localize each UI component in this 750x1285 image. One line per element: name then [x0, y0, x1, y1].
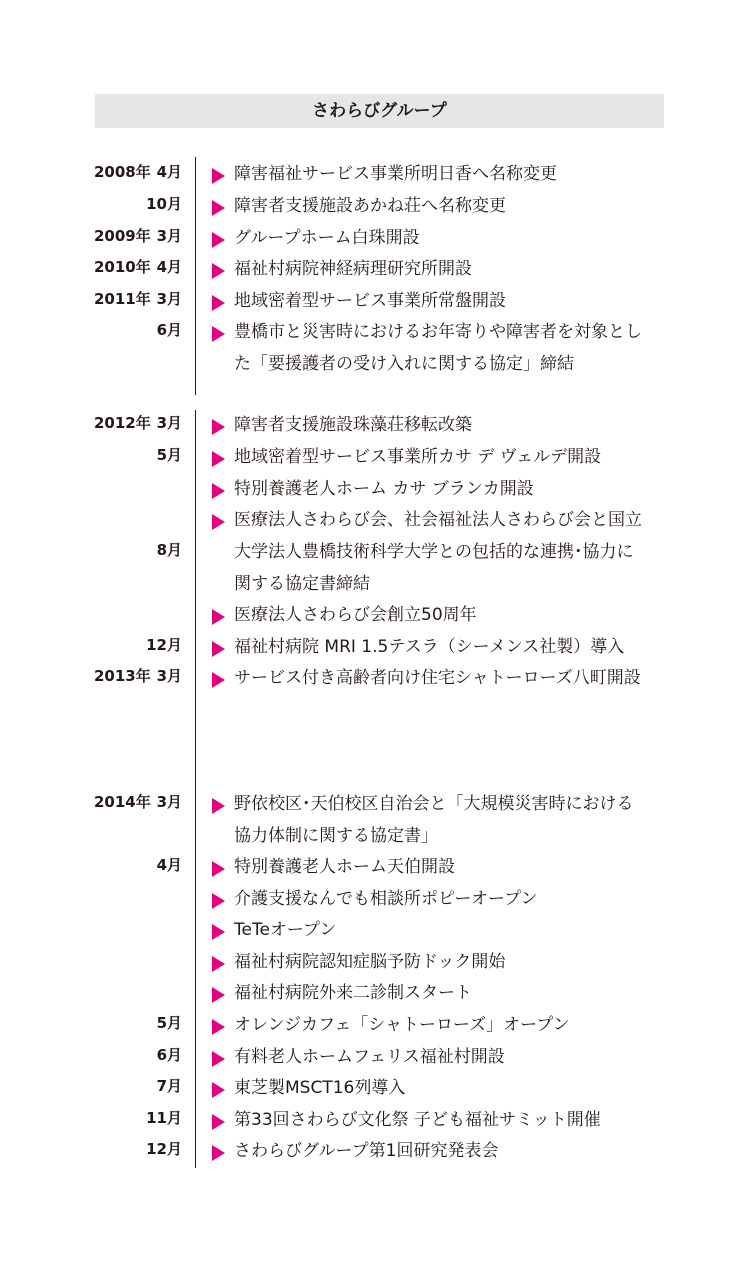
entry-text — [234, 285, 682, 317]
year-label: 2012年 — [94, 414, 151, 432]
month-label: 11月 — [146, 1109, 182, 1127]
entry-line: 医療法人さわらび会、社会福祉法人さわらび会と国立 — [234, 510, 642, 530]
entry-line: 福祉村病院神経病理研究所開設 — [234, 259, 472, 279]
play-triangle-icon — [212, 295, 225, 311]
play-triangle-icon — [212, 798, 225, 814]
play-triangle-icon — [212, 1019, 225, 1035]
month-label: 3月 — [156, 793, 182, 811]
play-triangle-icon — [212, 514, 225, 530]
month-label: 3月 — [156, 414, 182, 432]
entry-text — [234, 1072, 682, 1104]
entry-line: 協力体制に関する協定書」 — [234, 826, 438, 846]
play-triangle-icon — [212, 1082, 225, 1098]
entry-text — [234, 1135, 682, 1167]
play-triangle-icon — [212, 1051, 225, 1067]
entry-text — [234, 158, 682, 190]
entry-text — [234, 504, 682, 600]
play-triangle-icon — [212, 1114, 225, 1130]
year-label: 2009年 — [94, 227, 151, 245]
month-label: 4月 — [156, 258, 182, 276]
entry-line: 有料老人ホームフェリス福祉村開設 — [234, 1047, 505, 1067]
play-triangle-icon — [212, 451, 225, 467]
month-label: 5月 — [156, 446, 182, 464]
year-label: 2011年 — [94, 290, 151, 308]
entry-line: 大学法人豊橋技術科学大学との包括的な連携･協力に — [234, 542, 634, 562]
month-label: 4月 — [156, 856, 182, 874]
group-header — [95, 94, 664, 128]
month-label: 3月 — [156, 667, 182, 685]
entry-text — [234, 662, 682, 694]
entry-text — [234, 1104, 682, 1136]
entry-text — [234, 441, 682, 473]
month-label: 6月 — [156, 321, 182, 339]
entry-line: オレンジカフェ「シャトーローズ」オープン — [234, 1015, 570, 1035]
entry-text — [234, 977, 682, 1009]
entry-text — [234, 851, 682, 883]
entry-line: 福祉村病院認知症脳予防ドック開始 — [234, 952, 506, 972]
play-triangle-icon — [212, 1145, 225, 1161]
entry-line: 第33回さわらび文化祭 子ども福祉サミット開催 — [234, 1110, 601, 1130]
month-label: 6月 — [156, 1046, 182, 1064]
month-label: 3月 — [156, 227, 182, 245]
entry-line: 豊橋市と災害時におけるお年寄りや障害者を対象とし — [234, 322, 642, 342]
month-label: 12月 — [146, 636, 182, 654]
entry-line: 介護支援なんでも相談所ポピーオープン — [234, 889, 538, 909]
entry-text — [234, 599, 682, 631]
play-triangle-icon — [212, 672, 225, 688]
month-label: 12月 — [146, 1140, 182, 1158]
play-triangle-icon — [212, 861, 225, 877]
play-triangle-icon — [212, 483, 225, 499]
entry-line: 特別養護老人ホーム天伯開設 — [234, 857, 455, 877]
play-triangle-icon — [212, 924, 225, 940]
timeline-divider-1 — [195, 157, 196, 395]
entry-line: 福祉村病院外来二診制スタート — [234, 983, 472, 1003]
month-label: 4月 — [156, 163, 182, 181]
entry-text — [234, 946, 682, 978]
timeline-divider-2 — [195, 410, 196, 1168]
play-triangle-icon — [212, 263, 225, 279]
entry-line: 障害者支援施設あかね荘へ名称変更 — [234, 196, 506, 216]
entry-line: 特別養護老人ホーム カサ ブランカ開設 — [234, 479, 534, 499]
play-triangle-icon — [212, 893, 225, 909]
play-triangle-icon — [212, 168, 225, 184]
entry-line: TeTeオープン — [234, 920, 337, 940]
group-title: さわらびグループ — [312, 101, 447, 121]
entry-text — [234, 473, 682, 505]
play-triangle-icon — [212, 641, 225, 657]
entry-line: 野依校区･天伯校区自治会と「大規模災害時における — [234, 794, 634, 814]
year-label: 2014年 — [94, 793, 151, 811]
year-label: 2013年 — [94, 667, 151, 685]
entry-line: サービス付き高齢者向け住宅シャトーローズ八町開設 — [234, 668, 641, 688]
play-triangle-icon — [212, 956, 225, 972]
entry-text — [234, 1009, 682, 1041]
entry-line: 地域密着型サービス事業所カサ デ ヴェルデ開設 — [234, 447, 602, 467]
month-label: 10月 — [146, 195, 182, 213]
entry-text — [234, 631, 682, 663]
entry-line: 東芝製MSCT16列導入 — [234, 1078, 406, 1098]
entry-text — [234, 409, 682, 441]
play-triangle-icon — [212, 419, 225, 435]
entry-line: 医療法人さわらび会創立50周年 — [234, 605, 477, 625]
entry-text — [234, 914, 682, 946]
month-label: 3月 — [156, 290, 182, 308]
entry-line: 地域密着型サービス事業所常盤開設 — [234, 291, 506, 311]
entry-line: た「要援護者の受け入れに関する協定」締結 — [234, 354, 574, 374]
entry-text — [234, 883, 682, 915]
play-triangle-icon — [212, 609, 225, 625]
entry-text — [234, 788, 682, 852]
entry-line: さわらびグループ第1回研究発表会 — [234, 1141, 499, 1161]
play-triangle-icon — [212, 326, 225, 342]
entry-line: グループホーム白珠開設 — [234, 228, 420, 248]
entry-text — [234, 253, 682, 285]
year-label: 2010年 — [94, 258, 151, 276]
entry-text — [234, 190, 682, 222]
entry-text — [234, 1041, 682, 1073]
year-label: 2008年 — [94, 163, 151, 181]
entry-line: 関する協定書締結 — [234, 574, 370, 594]
entry-line: 障害福祉サービス事業所明日香へ名称変更 — [234, 164, 557, 184]
month-label: 5月 — [156, 1014, 182, 1032]
month-label: 8月 — [156, 541, 182, 559]
play-triangle-icon — [212, 200, 225, 216]
play-triangle-icon — [212, 987, 225, 1003]
month-label: 7月 — [156, 1077, 182, 1095]
entry-line: 福祉村病院 MRI 1.5テスラ（シーメンス社製）導入 — [234, 637, 625, 657]
play-triangle-icon — [212, 232, 225, 248]
entry-text — [234, 222, 682, 254]
entry-line: 障害者支援施設珠藻荘移転改築 — [234, 415, 472, 435]
entry-text — [234, 316, 682, 380]
